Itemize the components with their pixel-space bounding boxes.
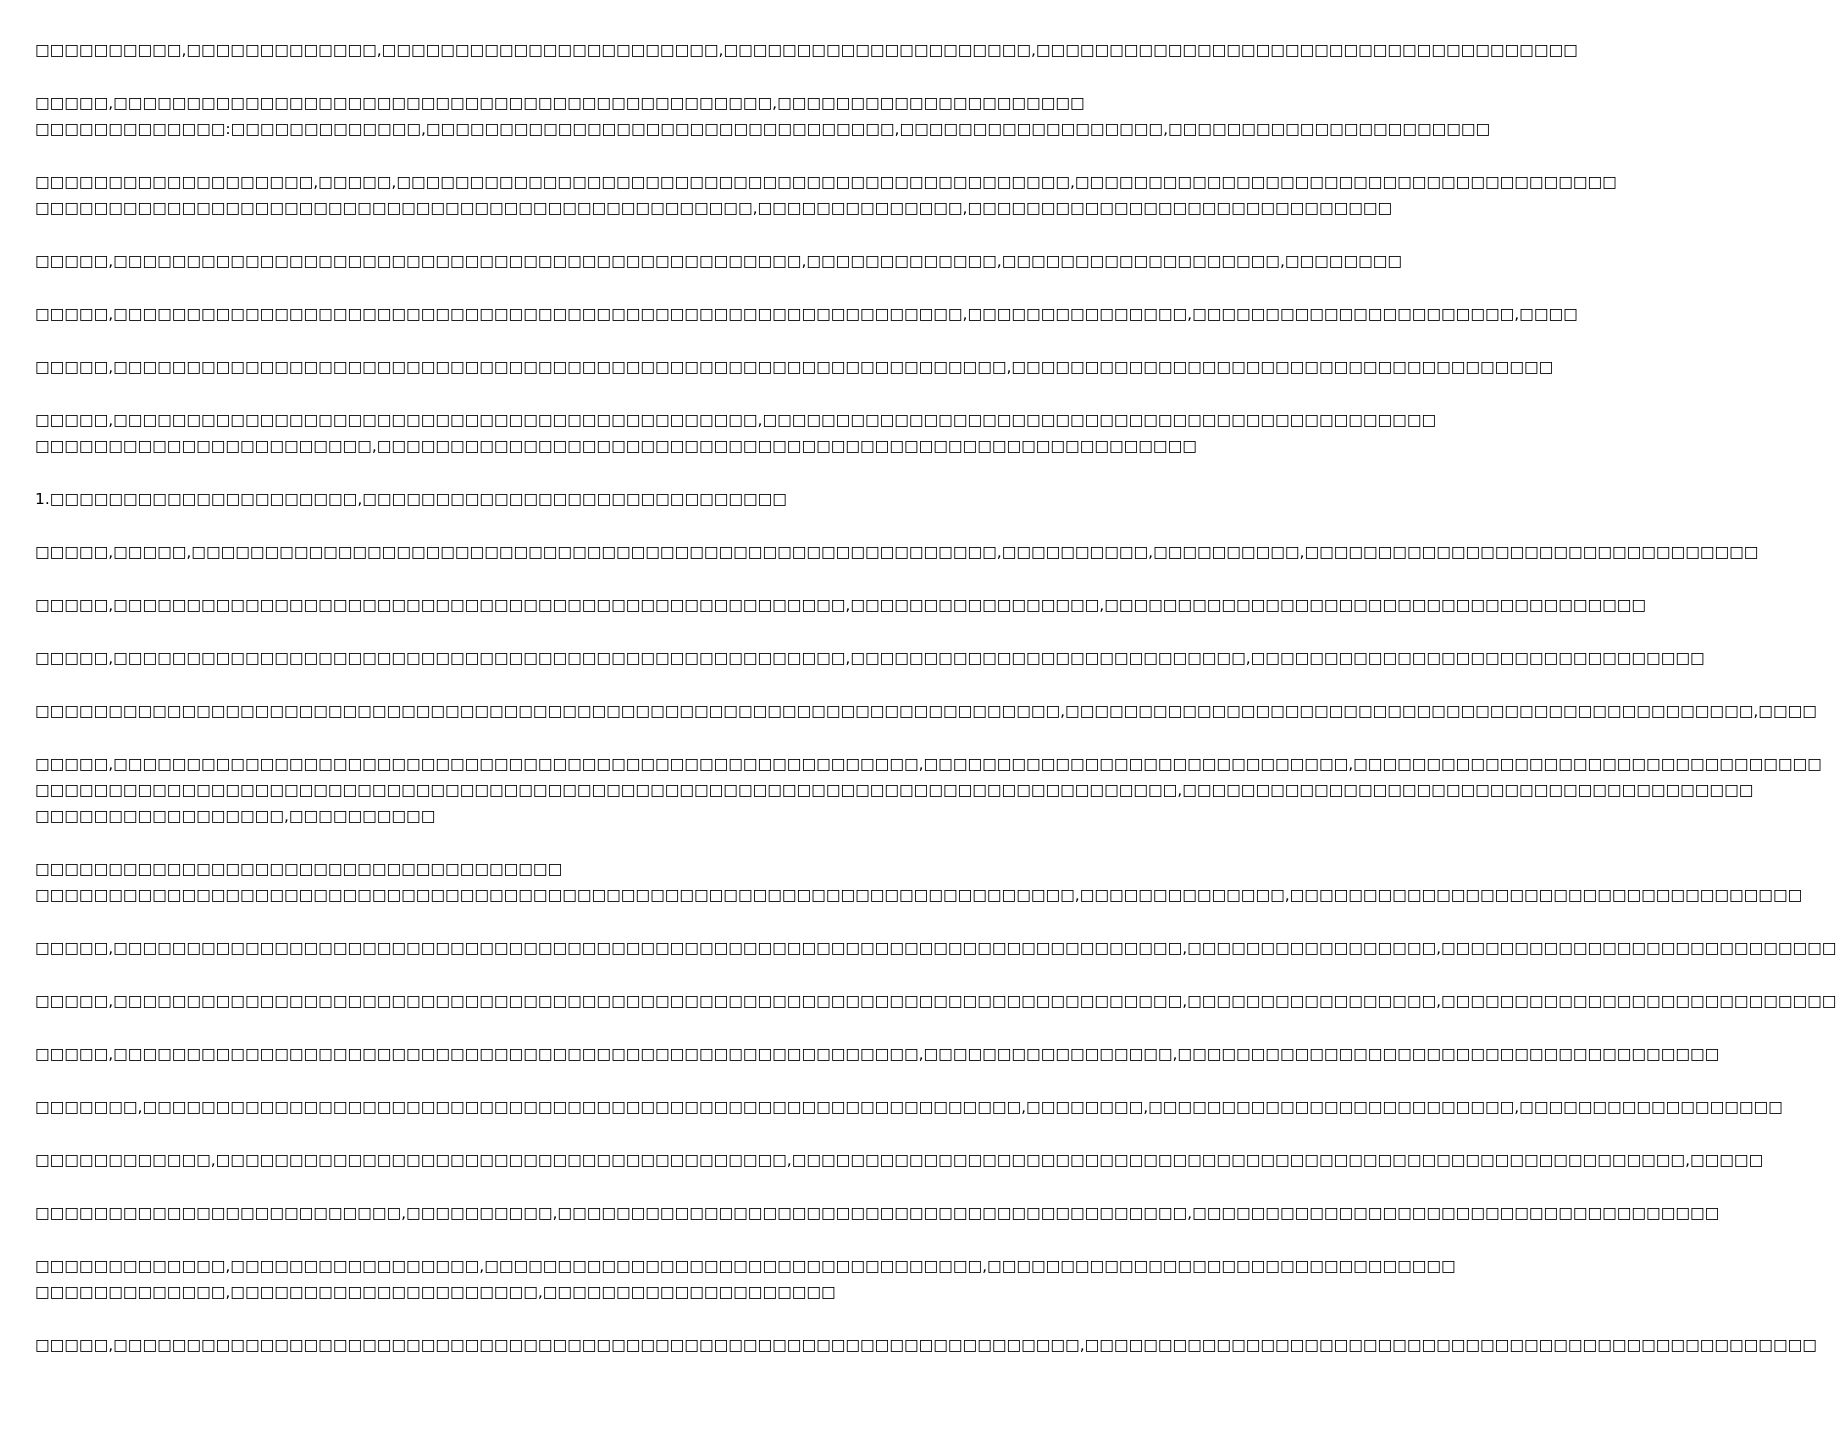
paragraph [35,856,1803,908]
paragraph [35,407,1437,459]
text-line: □□□□□,□□□□□□□□□□□□□□□□□□□□□□□□□□□□□□□□□□□□□□□□□□□□□□□□□□,□□□□□□□□□□□□□□□□□□□□□□□□□□□,□□□□□□□□□□□□□□□□□□□□□□□□□□□□□□□ [35,649,1705,667]
paragraph [35,751,1822,829]
paragraph [35,592,1647,618]
paragraph [35,486,990,512]
text-line: □□□□□,□□□□□□□□□□□□□□□□□□□□□□□□□□□□□□□□□□□□□□□□□□□□□□□□□□□□□□□□□□□□□□□□□□□□□□□□□,□□□□□□□□□□□□□□□□□,□□□□□□□□□□□□□□□□□□□□□□□□□□□ [35,992,1836,1010]
text-line: □□□□□,□□□□□□□□□□□□□□□□□□□□□□□□□□□□□□□□□□□□□□□□□□□□□□□□□□,□□□□□□□□□□□□□□□□□,□□□□□□□□□□□□□□□□□□□□□□□□□□□□□□□□□□□□□ [35,596,1647,614]
paragraph [35,1200,1720,1226]
text-line: □□□□□□□□□□,□□□□□□□□□□□□□,□□□□□□□□□□□□□□□□□□□□□□□,□□□□□□□□□□□□□□□□□□□□□,□□□□□□□□□□□□□□□□□□□□□□□□□□□□□□□□□□□□□ [35,41,1578,59]
text-line: □□□□□,□□□□□□□□□□□□□□□□□□□□□□□□□□□□□□□□□□□□□□□□□□□□□□□□□□□□□□□,□□□□□□□□□□□□□□□□□,□□□□□□□□□□□□□□□□□□□□□□□□□□□□□□□□□□□□□ [35,1045,1720,1063]
text-line: □□□□□□□□□□□□□□□□□,□□□□□□□□□□ [35,807,436,825]
text-line: □□□□□□□□□□□□□□□□□□□□□□□□□□□□□□□□□□□□□□□□□□□□□□□□□□□□□□□□□□□□□□□□□□□□□□□□□□□□□□,□□□□□□□□□□□□□□□□□□□□□□□□□□□□□□□□□□□□□□□ [35,781,1754,799]
text-line: □□□□□□□□□□□□□,□□□□□□□□□□□□□□□□□,□□□□□□□□□□□□□□□□□□□□□□□□□□□□□□□□□□,□□□□□□□□□□□□□□□□□□□□□□□□□□□□□□□□ [35,1257,1456,1275]
paragraph [35,1332,1817,1358]
text-line: □□□□□□□□□□□□□□□□□□□□□□□□□□□□□□□□□□□□□□□□□□□□□□□□□□□□□□□□□□□□□□□□□□□□□□,□□□□□□□□□□□□□□□□□□□□□□□□□□□□□□□□□□□□□□□□□□□□□□□,□□□□ [35,702,1817,720]
text-line: □□□□□,□□□□□,□□□□□□□□□□□□□□□□□□□□□□□□□□□□□□□□□□□□□□□□□□□□□□□□□□□□□□□,□□□□□□□□□□,□□□□□□□□□□,□□□□□□□□□□□□□□□□□□□□□□□□□□□□□□□ [35,543,1759,561]
text-line: □□□□□,□□□□□□□□□□□□□□□□□□□□□□□□□□□□□□□□□□□□□□□□□□□□□□□□□□□□□□□,□□□□□□□□□□□□□□□□□□□□□□□□□□□□□,□□□□□□□□□□□□□□□□□□□□□□□□□□□□□□□□ [35,755,1822,773]
text-line: □□□□□□□,□□□□□□□□□□□□□□□□□□□□□□□□□□□□□□□□□□□□□□□□□□□□□□□□□□□□□□□□□□□□,□□□□□□□□,□□□□□□□□□□□□□□□□□□□□□□□□□,□□□□□□□□□□□□□□□□□□ [35,1098,1783,1116]
text-line: □□□□□□□□□□□□□□□□□□□□□□□□□,□□□□□□□□□□,□□□□□□□□□□□□□□□□□□□□□□□□□□□□□□□□□□□□□□□□□□□,□□□□□□□□□□□□□□□□□□□□□□□□□□□□□□□□□□□□ [35,1204,1720,1222]
text-line: □□□□□□□□□□□□□□□□□□□□□□□□□□□□□□□□□□□□□□□□□□□□□□□□□,□□□□□□□□□□□□□□,□□□□□□□□□□□□□□□□□□□□□□□□□□□□□ [35,199,1393,217]
paragraph [35,1094,1783,1120]
text-line: □□□□□□□□□□□□,□□□□□□□□□□□□□□□□□□□□□□□□□□□□□□□□□□□□□□□,□□□□□□□□□□□□□□□□□□□□□□□□□□□□□□□□□□□□□□□□□□□□□□□□□□□□□□□□□□□□□,□□□□□ [35,1151,1764,1169]
text-line: 1.□□□□□□□□□□□□□□□□□□□□□,□□□□□□□□□□□□□□□□□□□□□□□□□□□□□ [35,490,787,508]
paragraph [35,698,1817,724]
text-line: □□□□□,□□□□□□□□□□□□□□□□□□□□□□□□□□□□□□□□□□□□□□□□□□□□□□□□□□□□□□□□□□□□□,□□□□□□□□□□□□□□□□□□□□□□□□□□□□□□□□□□□□□ [35,358,1554,376]
text-line: □□□□□□□□□□□□□□□□□□□□□□□□□□□□□□□□□□□□□□□□□□□□□□□□□□□□□□□□□□□□□□□□□□□□□□□,□□□□□□□□□□□□□□,□□□□□□□□□□□□□□□□□□□□□□□□□□□□□□□□□□□ [35,886,1803,904]
paragraph [35,90,1491,142]
paragraph [35,354,1554,380]
paragraph [35,1147,1764,1173]
text-line: □□□□□,□□□□□□□□□□□□□□□□□□□□□□□□□□□□□□□□□□□□□□□□□□□□□□□,□□□□□□□□□□□□□,□□□□□□□□□□□□□□□□□□□,□□□□□□□□ [35,252,1403,270]
paragraph [35,169,1617,221]
paragraph [35,248,1403,274]
paragraph [35,539,1759,565]
paragraph [35,37,1578,63]
text-line: □□□□□□□□□□□□□□□□□□□,□□□□□,□□□□□□□□□□□□□□□□□□□□□□□□□□□□□□□□□□□□□□□□□□□□□□,□□□□□□□□□□□□□□□□□□□□□□□□□□□□□□□□□□□□□ [35,173,1617,191]
text-line: □□□□□,□□□□□□□□□□□□□□□□□□□□□□□□□□□□□□□□□□□□□□□□□□□□,□□□□□□□□□□□□□□□□□□□□□□□□□□□□□□□□□□□□□□□□□□□□□□ [35,411,1437,429]
document-body [35,37,1836,1358]
paragraph [35,1041,1720,1067]
paragraph [35,645,1705,671]
paragraph [35,301,1578,327]
text-line: □□□□□,□□□□□□□□□□□□□□□□□□□□□□□□□□□□□□□□□□□□□□□□□□□□□□□□□□□□□□□□□□,□□□□□□□□□□□□□□□,□□□□□□□□□□□□□□□□□□□□□□,□□□□ [35,305,1578,323]
text-line: □□□□□□□□□□□□□□□□□□□□□□□□□□□□□□□□□□□□ [35,860,563,878]
text-line: □□□□□,□□□□□□□□□□□□□□□□□□□□□□□□□□□□□□□□□□□□□□□□□□□□□□□□□□□□□□□□□□□□□□□□□□□□□□□□□,□□□□□□□□□□□□□□□□□,□□□□□□□□□□□□□□□□□□□□□□□□□□□ [35,939,1836,957]
paragraph [35,1253,1456,1305]
document-page [35,37,1836,1432]
text-line: □□□□□,□□□□□□□□□□□□□□□□□□□□□□□□□□□□□□□□□□□□□□□□□□□□□□□□□□□□□□□□□□□□□□□□□□,□□□□□□□□□□□□□□□□□□□□□□□□□□□□□□□□□□□□□□□□□□□□□□□□□□ [35,1336,1817,1354]
paragraph [35,988,1836,1014]
paragraph [35,935,1836,961]
text-line: □□□□□□□□□□□□□□□□□□□□□□□,□□□□□□□□□□□□□□□□□□□□□□□□□□□□□□□□□□□□□□□□□□□□□□□□□□□□□□□□ [35,437,1197,455]
text-line: □□□□□□□□□□□□□:□□□□□□□□□□□□□,□□□□□□□□□□□□□□□□□□□□□□□□□□□□□□□□,□□□□□□□□□□□□□□□□□□,□□□□□□□□□□□□□□□□□□□□□□ [35,120,1491,138]
text-line: □□□□□□□□□□□□□,□□□□□□□□□□□□□□□□□□□□□,□□□□□□□□□□□□□□□□□□□□ [35,1283,836,1301]
text-line: □□□□□,□□□□□□□□□□□□□□□□□□□□□□□□□□□□□□□□□□□□□□□□□□□□□,□□□□□□□□□□□□□□□□□□□□□ [35,94,1085,112]
